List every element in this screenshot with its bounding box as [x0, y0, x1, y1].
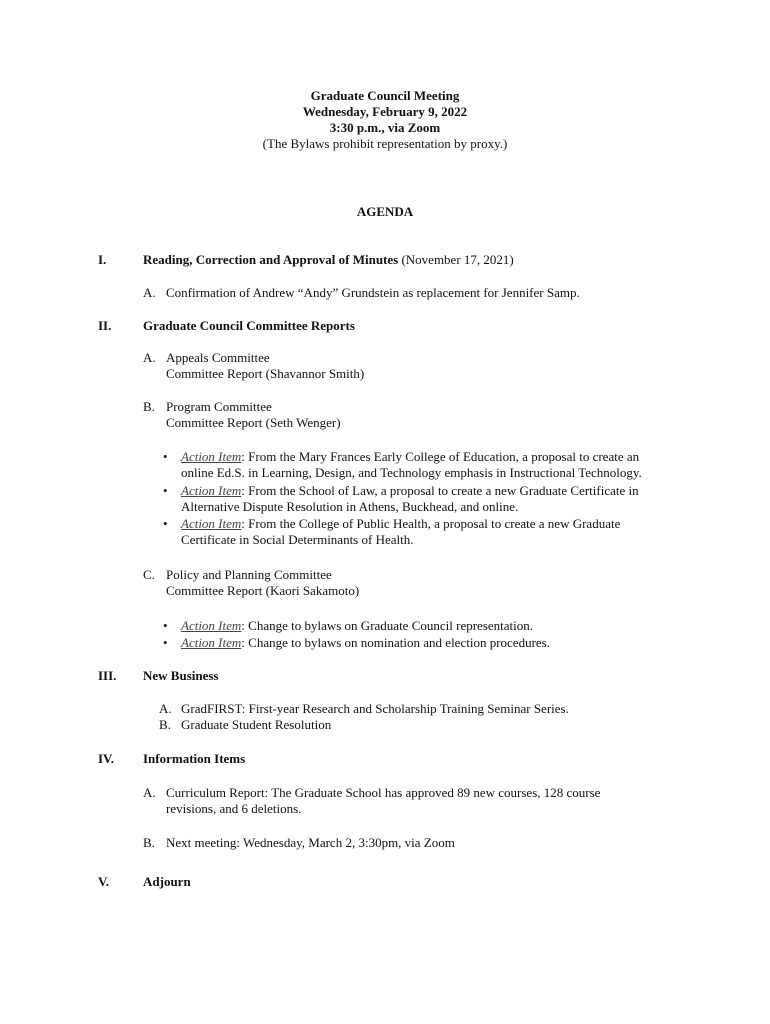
section-numeral: II. [98, 318, 112, 333]
item-text: GradFIRST: First-year Research and Scholarship Training Seminar Series. [181, 701, 569, 716]
action-item: Action Item: From the Mary Frances Early College of Education, a proposal to create an [181, 449, 640, 464]
action-item: Action Item: From the School of Law, a proposal to create a new Graduate Certificate in [181, 483, 639, 498]
section-title: Information Items [143, 751, 246, 766]
action-item: Action Item: From the College of Public Health, a proposal to create a new Graduate [181, 516, 621, 531]
item-letter: A. [159, 701, 172, 716]
item-letter: B. [143, 835, 155, 850]
section-title: New Business [143, 668, 219, 683]
bullet-icon: • [163, 483, 168, 498]
item-text: Curriculum Report: The Graduate School has approved 89 new courses, 128 course [166, 785, 601, 800]
item-letter: A. [143, 785, 156, 800]
proxy-note: (The Bylaws prohibit representation by proxy.) [262, 136, 508, 151]
committee-report: Committee Report (Seth Wenger) [166, 415, 341, 430]
action-item-link[interactable]: Action Item [181, 635, 242, 650]
item-letter: A. [143, 350, 156, 365]
action-item-link[interactable]: Action Item [181, 516, 242, 531]
action-item: Action Item: Change to bylaws on nomination and election procedures. [181, 635, 550, 650]
item-letter: C. [143, 567, 155, 582]
item-text: Graduate Student Resolution [181, 717, 332, 732]
item-letter: B. [143, 399, 155, 414]
action-item-link[interactable]: Action Item [181, 618, 242, 633]
meeting-time: 3:30 p.m., via Zoom [329, 120, 441, 135]
action-item-link[interactable]: Action Item [181, 483, 242, 498]
item-letter: B. [159, 717, 171, 732]
section-numeral: III. [98, 668, 117, 683]
section-numeral: I. [98, 252, 107, 267]
bullet-icon: • [163, 516, 168, 531]
action-item-continued: Alternative Dispute Resolution in Athens, Buckhead, and online. [181, 499, 519, 514]
item-text: Next meeting: Wednesday, March 2, 3:30pm, via Zoom [166, 835, 455, 850]
action-item-continued: online Ed.S. in Learning, Design, and Technology emphasis in Instructional Technology. [181, 465, 642, 480]
section-title: Adjourn [143, 874, 191, 889]
committee-name: Policy and Planning Committee [166, 567, 332, 582]
section-title: Graduate Council Committee Reports [143, 318, 355, 333]
committee-report: Committee Report (Shavannor Smith) [166, 366, 365, 381]
section-numeral: IV. [98, 751, 115, 766]
item-text-continued: revisions, and 6 deletions. [166, 801, 302, 816]
action-item-link[interactable]: Action Item [181, 449, 242, 464]
section-title-suffix: (November 17, 2021) [398, 252, 514, 267]
bullet-icon: • [163, 449, 168, 464]
bullet-icon: • [163, 618, 168, 633]
committee-name: Program Committee [166, 399, 272, 414]
action-item-continued: Certificate in Social Determinants of Health. [181, 532, 414, 547]
action-item: Action Item: Change to bylaws on Graduate Council representation. [181, 618, 533, 633]
section-numeral: V. [98, 874, 109, 889]
committee-name: Appeals Committee [166, 350, 270, 365]
bullet-icon: • [163, 635, 168, 650]
section-heading [143, 252, 514, 268]
item-letter: A. [143, 285, 156, 300]
meeting-title: Graduate Council Meeting [310, 88, 460, 103]
item-text: Confirmation of Andrew “Andy” Grundstein as replacement for Jennifer Samp. [166, 285, 580, 300]
agenda-heading: AGENDA [356, 204, 414, 219]
section-title: Reading, Correction and Approval of Minutes [143, 252, 399, 267]
committee-report: Committee Report (Kaori Sakamoto) [166, 583, 360, 598]
meeting-date: Wednesday, February 9, 2022 [302, 104, 468, 119]
